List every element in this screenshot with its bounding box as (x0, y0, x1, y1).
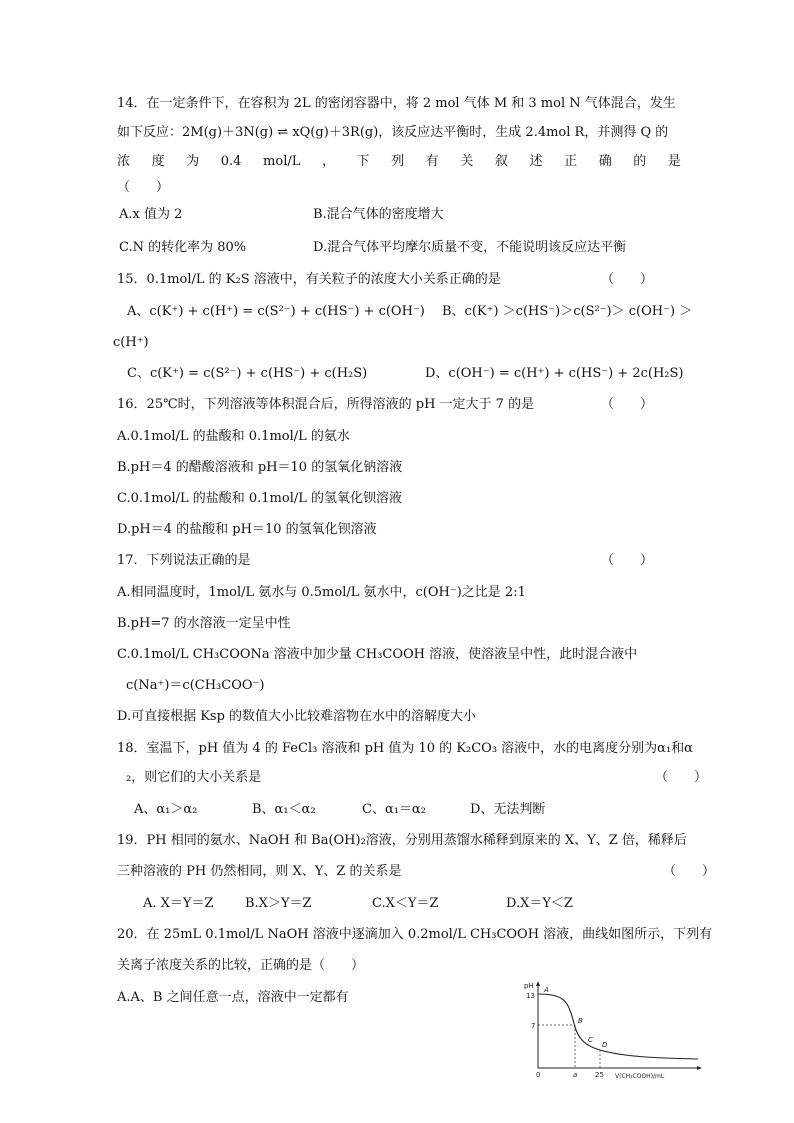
q19-answer-paren: （ ） (663, 864, 716, 879)
titration-curve-figure (520, 980, 710, 1085)
q18-option-a: A、α₁＞α₂ (134, 802, 198, 817)
q18-line1: 18．室温下，pH 值为 4 的 FeCl₃ 溶液和 pH 值为 10 的 K₂CO₃ 溶液中，水的电离度分别为α₁和α (117, 741, 693, 756)
q17-answer-paren: （ ） (601, 553, 654, 568)
q20-option-a: A.A、B 之间任意一点，溶液中一定都有 (117, 990, 349, 1005)
q14-line3-word: 0.4 (220, 154, 242, 169)
point-label-d: D (602, 1041, 608, 1049)
q16-option-d: D.pH＝4 的盐酸和 pH＝10 的氢氧化钡溶液 (117, 522, 377, 537)
q19-option-c: C.X＜Y＝Z (372, 896, 439, 911)
q14-line4: （ ） (117, 180, 170, 195)
q15-option-d: D、c(OH⁻) = c(H⁺) + c(HS⁻) + 2c(H₂S) (425, 366, 684, 381)
x-axis-label: V(CH₃COOH)/mL (615, 1073, 665, 1080)
q14-line3-word: 关 (460, 154, 474, 169)
q18-answer-paren: （ ） (655, 770, 708, 785)
q15-option-b: B、c(K⁺) ＞c(HS⁻)＞c(S²⁻)＞ c(OH⁻) ＞ (442, 304, 693, 319)
q18-option-c: C、α₁＝α₂ (362, 802, 426, 817)
q16-option-c: C.0.1mol/L 的盐酸和 0.1mol/L 的氢氧化钡溶液 (117, 491, 403, 506)
q17-option-a: A.相同温度时，1mol/L 氨水与 0.5mol/L 氨水中，c(OH⁻)之比是 2:1 (117, 585, 526, 600)
point-label-b: B (578, 1017, 583, 1025)
q14-option-a: A.x 值为 2 (119, 207, 183, 222)
q14-option-b: B.混合气体的密度增大 (313, 207, 444, 222)
y-axis-arrow (536, 981, 540, 986)
y-tick-7: 7 (531, 1022, 536, 1030)
q17-option-c-cont: c(Na⁺)＝c(CH₃COO⁻) (126, 678, 265, 693)
q16-option-a: A.0.1mol/L 的盐酸和 0.1mol/L 的氨水 (117, 429, 350, 444)
q15-option-a: A、c(K⁺) + c(H⁺) = c(S²⁻) + c(HS⁻) + c(OH⁻) (127, 304, 425, 319)
q16-stem: 16．25℃时，下列溶液等体积混合后，所得溶液的 pH 一定大于 7 的是 (117, 397, 535, 412)
q14-line3-word: 为 (186, 154, 200, 169)
q15-answer-paren: （ ） (601, 272, 654, 287)
q18-option-b: B、α₁＜α₂ (252, 802, 316, 817)
q17-option-d: D.可直接根据 Ksp 的数值大小比较难溶物在水中的溶解度大小 (117, 709, 477, 724)
q14-line3-word: 正 (564, 154, 578, 169)
q16-option-b: B.pH＝4 的醋酸溶液和 pH＝10 的氢氧化钠溶液 (117, 460, 403, 475)
q14-line3-word: 度 (151, 154, 165, 169)
q14-line3-word: 确 (598, 154, 612, 169)
q17-option-b: B.pH=7 的水溶液一定呈中性 (117, 616, 291, 631)
q14-line3-word: 下 (356, 154, 370, 169)
titration-curve (538, 994, 698, 1059)
q14-line3-word: ， (321, 154, 335, 169)
q19-line1: 19．PH 相同的氨水、NaOH 和 Ba(OH)₂溶液，分别用蒸馏水稀释到原来的 X、Y、Z 倍，稀释后 (117, 833, 687, 848)
y-axis-label: pH (524, 982, 534, 990)
q14-line3-word: 列 (391, 154, 405, 169)
x-axis-arrow (697, 1066, 702, 1070)
q14-line2: 如下反应：2M(g)＋3N(g) ⇌ xQ(g)＋3R(g)，该反应达平衡时，生成 2.4mol R，并测得 Q 的 (117, 125, 669, 140)
q19-line2: 三种溶液的 PH 仍然相同，则 X、Y、Z 的关系是 (117, 864, 402, 879)
q14-option-c: C.N 的转化率为 80% (119, 240, 247, 255)
q16-answer-paren: （ ） (601, 397, 654, 412)
q19-option-d: D.X＝Y＜Z (506, 896, 573, 911)
q19-option-a: A. X＝Y＝Z (143, 896, 214, 911)
q17-stem: 17．下列说法正确的是 (117, 553, 251, 568)
point-label-a: A (544, 986, 549, 994)
x-tick-0: 0 (536, 1071, 541, 1079)
q14-line3-word: 有 (425, 154, 439, 169)
q20-line2: 关离子浓度关系的比较，正确的是（ ） (117, 958, 365, 973)
q14-line3-word: 是 (667, 154, 681, 169)
q14-option-d: D.混合气体平均摩尔质量不变，不能说明该反应达平衡 (313, 240, 627, 255)
q18-line2: ₂，则它们的大小关系是 (126, 770, 262, 785)
x-tick-25: 25 (595, 1071, 604, 1079)
q14-line3-word: mol/L (263, 154, 301, 169)
q14-line3 (117, 154, 681, 170)
q15-option-b-cont: c(H⁺) (113, 335, 149, 350)
q17-option-c: C.0.1mol/L CH₃COONa 溶液中加少量 CH₃COOH 溶液，使溶液呈中性，此时混合液中 (117, 647, 638, 662)
q20-line1: 20．在 25mL 0.1mol/L NaOH 溶液中逐滴加入 0.2mol/L CH₃COOH 溶液，曲线如图所示，下列有 (117, 927, 713, 942)
y-tick-13: 13 (526, 992, 535, 1000)
q15-option-c: C、c(K⁺) = c(S²⁻) + c(HS⁻) + c(H₂S) (127, 366, 368, 381)
q19-option-b: B.X＞Y＝Z (245, 896, 312, 911)
point-label-c: C (588, 1036, 593, 1044)
q14-line3-word: 浓 (117, 154, 131, 169)
q14-line3-word: 叙 (494, 154, 508, 169)
q14-line3-word: 的 (633, 154, 647, 169)
q14-line1: 14．在一定条件下，在容积为 2L 的密闭容器中，将 2 mol 气体 M 和 3 mol N 气体混合，发生 (117, 96, 676, 111)
q14-line3-word: 述 (529, 154, 543, 169)
q15-stem: 15．0.1mol/L 的 K₂S 溶液中，有关粒子的浓度大小关系正确的是 (117, 272, 501, 287)
q18-option-d: D、无法判断 (470, 802, 546, 817)
x-tick-a: a (573, 1071, 578, 1079)
